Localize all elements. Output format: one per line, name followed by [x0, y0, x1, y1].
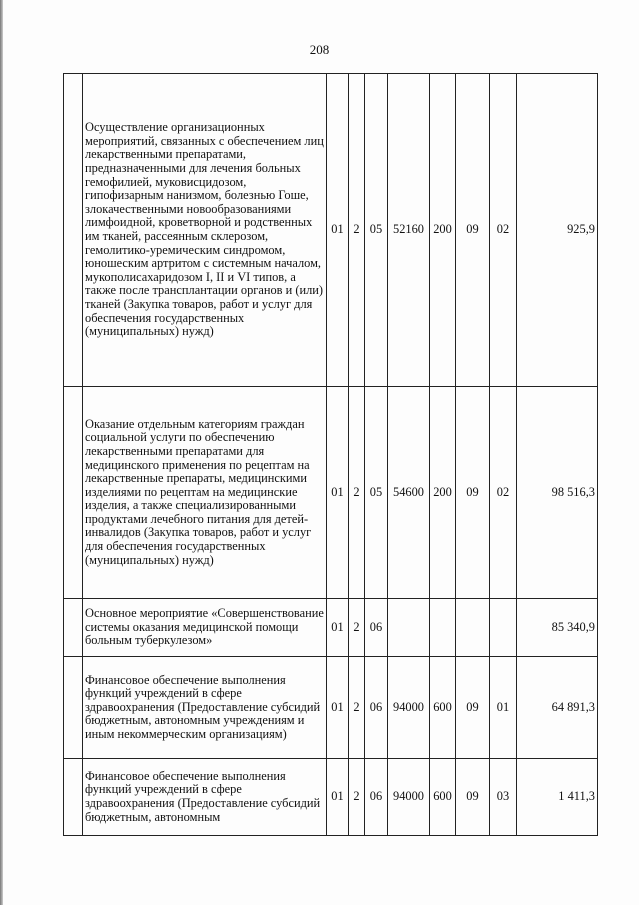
code-cell: 01 — [490, 657, 517, 759]
code-cell: 05 — [365, 387, 388, 599]
scan-edge — [0, 0, 3, 905]
amount-cell: 85 340,9 — [517, 599, 598, 657]
table-row — [64, 657, 598, 759]
code-cell: 02 — [490, 74, 517, 387]
code-cell: 600 — [430, 657, 456, 759]
code-cell: 09 — [456, 759, 490, 836]
code-cell: 94000 — [388, 657, 430, 759]
code-cell: 09 — [456, 657, 490, 759]
code-cell: 06 — [365, 759, 388, 836]
empty-cell — [64, 759, 83, 836]
code-cell — [388, 599, 430, 657]
table-row — [64, 759, 598, 836]
empty-cell — [64, 599, 83, 657]
row-description: Основное мероприятие «Совершенствование системы оказания медицинской помощи больным туберкулезом» — [83, 599, 327, 657]
table-row — [64, 387, 598, 599]
table-row — [64, 599, 598, 657]
code-cell: 02 — [490, 387, 517, 599]
code-cell: 200 — [430, 74, 456, 387]
code-cell: 01 — [327, 74, 349, 387]
row-description: Оказание отдельным категориям граждан социальной услуги по обеспечению лекарственными препаратами для медицинского применения по рецептам на лекарственные препараты, медицинскими изделиями по рецептам на медицинские изделия, а также специализированными продуктами лечебного питания для детей-инвалидов (Закупка товаров, работ и услуг для обеспечения государственных (муниципальных) нужд) — [83, 387, 327, 599]
row-description: Финансовое обеспечение выполнения функций учреждений в сфере здравоохранения (Предоставление субсидий бюджетным, автономным — [83, 759, 327, 836]
amount-cell: 64 891,3 — [517, 657, 598, 759]
code-cell: 05 — [365, 74, 388, 387]
table-row — [64, 74, 598, 387]
code-cell: 2 — [349, 387, 365, 599]
row-description: Финансовое обеспечение выполнения функций учреждений в сфере здравоохранения (Предоставление субсидий бюджетным, автономным учреждениям и иным некоммерческим организациям) — [83, 657, 327, 759]
code-cell: 09 — [456, 387, 490, 599]
empty-cell — [64, 74, 83, 387]
code-cell: 01 — [327, 599, 349, 657]
amount-cell: 98 516,3 — [517, 387, 598, 599]
code-cell: 94000 — [388, 759, 430, 836]
code-cell: 52160 — [388, 74, 430, 387]
row-description: Осуществление организационных мероприятий, связанных с обеспечением лиц лекарственными препаратами, предназначенными для лечения больных гемофилией, муковисцидозом, гипофизарным нанизмом, болезнью Гоше, злокачественными новообразованиями лимфоидной, кроветворной и родственных им тканей, рассеянным склерозом, гемолитико-уремическим синдромом, юношеским артритом с системным началом, мукополисахаридозом I, II и VI типов, а также после трансплантации органов и (или) тканей (Закупка товаров, работ и услуг для обеспечения государственных (муниципальных) нужд) — [83, 74, 327, 387]
code-cell: 01 — [327, 759, 349, 836]
code-cell: 54600 — [388, 387, 430, 599]
code-cell: 09 — [456, 74, 490, 387]
code-cell: 2 — [349, 657, 365, 759]
code-cell — [430, 599, 456, 657]
code-cell: 2 — [349, 74, 365, 387]
code-cell: 01 — [327, 387, 349, 599]
empty-cell — [64, 657, 83, 759]
code-cell — [490, 599, 517, 657]
code-cell: 600 — [430, 759, 456, 836]
amount-cell: 925,9 — [517, 74, 598, 387]
code-cell: 2 — [349, 759, 365, 836]
code-cell — [456, 599, 490, 657]
code-cell: 2 — [349, 599, 365, 657]
page-number: 208 — [309, 42, 330, 57]
budget-table — [63, 73, 598, 836]
code-cell: 06 — [365, 657, 388, 759]
code-cell: 03 — [490, 759, 517, 836]
code-cell: 06 — [365, 599, 388, 657]
amount-cell: 1 411,3 — [517, 759, 598, 836]
code-cell: 01 — [327, 657, 349, 759]
empty-cell — [64, 387, 83, 599]
code-cell: 200 — [430, 387, 456, 599]
